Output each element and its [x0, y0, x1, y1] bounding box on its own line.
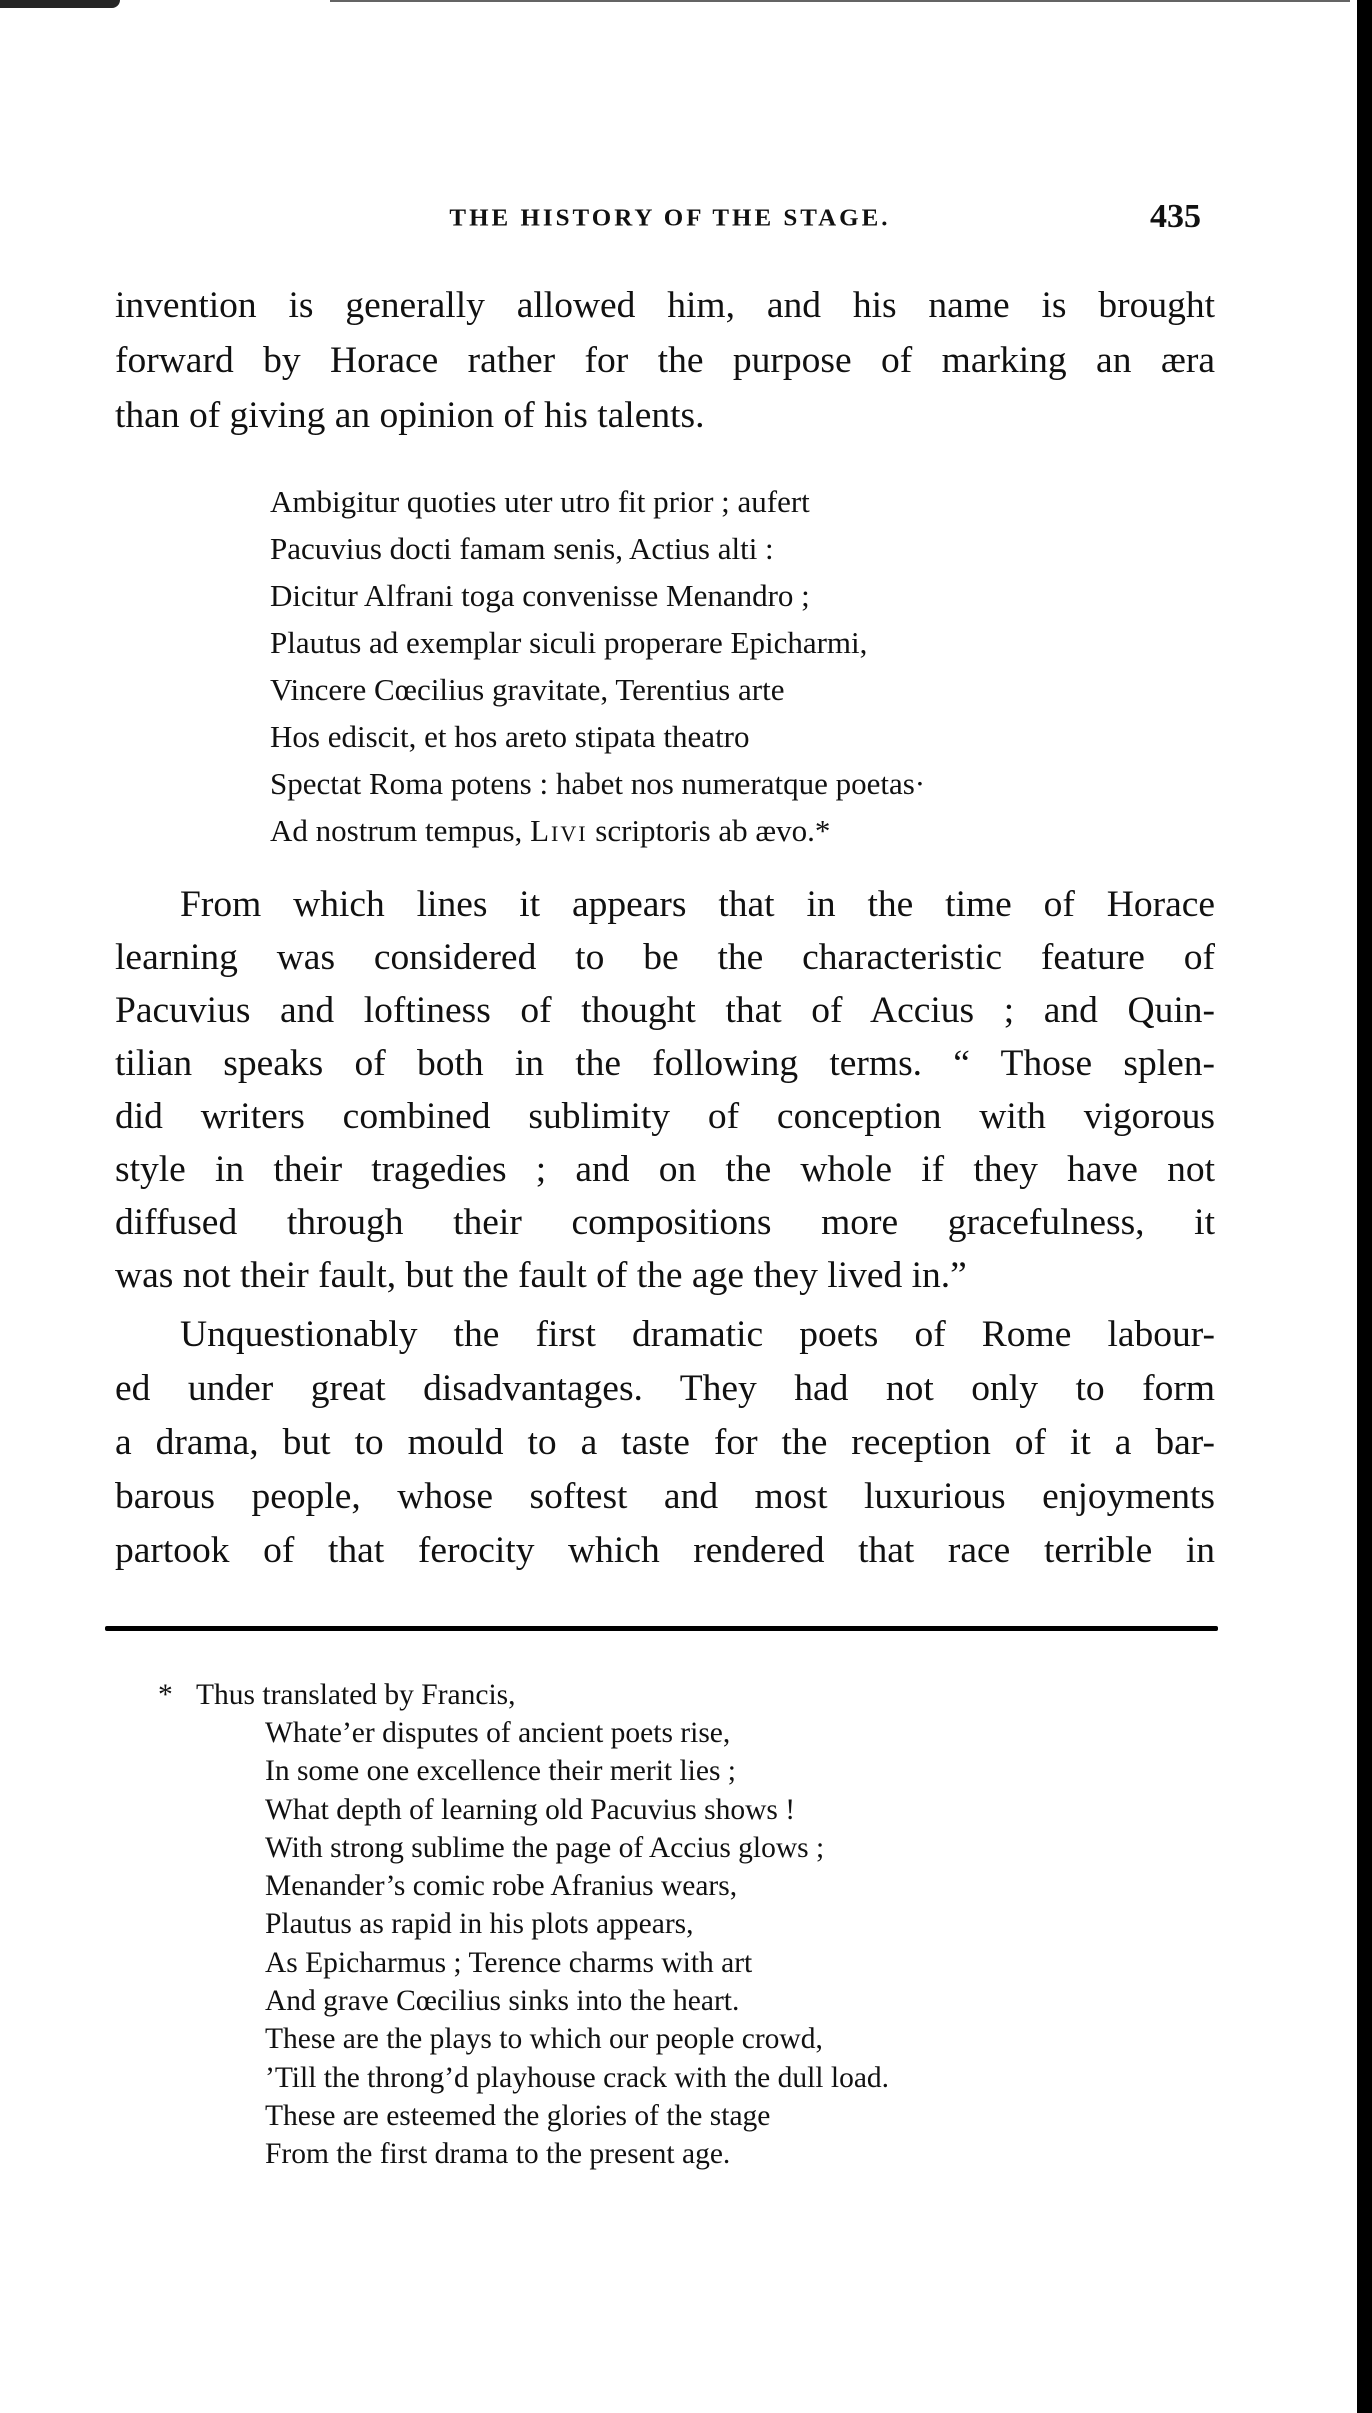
scan-top-edge — [330, 0, 1350, 2]
scan-right-edge — [1357, 0, 1372, 2413]
text-line: Pacuvius and loftiness of thought that of Accius ; and Quin- — [115, 990, 1215, 1031]
text-line: was not their fault, but the fault of the age they lived in.” — [115, 1255, 967, 1296]
text-line: ed under great disadvantages. They had not only to form — [115, 1368, 1215, 1409]
verse-line: Ambigitur quoties uter utro fit prior ; aufert — [270, 484, 810, 519]
verse-line: Spectat Roma potens : habet nos numeratque poetas· — [270, 766, 926, 801]
verse-line: As Epicharmus ; Terence charms with art — [265, 1946, 753, 1979]
verse-line: From the first drama to the present age. — [265, 2138, 731, 2171]
text-line: tilian speaks of both in the following terms. “ Those splen- — [115, 1043, 1215, 1084]
text-line: barous people, whose softest and most luxurious enjoyments — [115, 1476, 1215, 1517]
text-line: than of giving an opinion of his talents. — [115, 395, 705, 436]
verse-line: These are the plays to which our people crowd, — [265, 2023, 823, 2056]
verse-line: What depth of learning old Pacuvius shows ! — [265, 1793, 796, 1826]
verse-smallcaps-name: Livi — [530, 813, 588, 848]
text-line: From which lines it appears that in the time of Horace — [180, 884, 1215, 925]
verse-text: scriptoris ab ævo.* — [587, 813, 831, 848]
text-line: did writers combined sublimity of conception with vigorous — [115, 1096, 1215, 1137]
latin-verse-quotation — [270, 478, 925, 854]
verse-line: Whate’er disputes of ancient poets rise, — [265, 1717, 731, 1749]
verse-line: Hos ediscit, et hos areto stipata theatro — [270, 719, 750, 754]
paragraph-horace — [115, 878, 1215, 1302]
text-line: invention is generally allowed him, and his name is brought — [115, 285, 1215, 326]
verse-line: And grave Cœcilius sinks into the heart. — [265, 1985, 740, 2018]
verse-line: Dicitur Alfrani toga convenisse Menandro ; — [270, 578, 810, 613]
verse-line: Plautus ad exemplar siculi properare Epicharmi, — [270, 625, 868, 660]
text-line: partook of that ferocity which rendered that race terrible in — [115, 1530, 1215, 1571]
verse-line: Plautus as rapid in his plots appears, — [265, 1908, 694, 1941]
verse-line: Vincere Cœcilius gravitate, Terentius arte — [270, 672, 785, 707]
verse-line: In some one excellence their merit lies ; — [265, 1755, 736, 1788]
text-line: Unquestionably the first dramatic poets of Rome labour- — [180, 1314, 1215, 1355]
text-line: forward by Horace rather for the purpose of marking an æra — [115, 340, 1215, 381]
verse-line: Pacuvius docti famam senis, Actius alti : — [270, 531, 774, 566]
text-line: diffused through their compositions more gracefulness, it — [115, 1202, 1215, 1243]
footnote-intro-text: Thus translated by Francis, — [196, 1679, 516, 1711]
verse-line: Menander’s comic robe Afranius wears, — [265, 1870, 738, 1903]
running-head: THE HISTORY OF THE STAGE. — [449, 205, 891, 232]
verse-line: These are esteemed the glories of the stage — [265, 2099, 771, 2132]
text-line: style in their tragedies ; and on the whole if they have not — [115, 1149, 1215, 1190]
footnote — [158, 1676, 516, 1714]
paragraph-continuation — [115, 278, 1215, 443]
verse-line: With strong sublime the page of Accius glows ; — [265, 1831, 825, 1864]
text-line: a drama, but to mould to a taste for the reception of it a bar- — [115, 1422, 1215, 1463]
footnote-intro — [158, 1676, 516, 1714]
verse-text: Ad nostrum tempus, — [270, 813, 531, 848]
text-line: learning was considered to be the characteristic feature of — [115, 937, 1215, 978]
footnote-divider — [105, 1626, 1218, 1631]
verse-line-last — [270, 807, 925, 854]
verse-line: ’Till the throng’d playhouse crack with the dull load. — [265, 2061, 890, 2094]
page-number: 435 — [1150, 198, 1201, 235]
footnote-translation-verse — [265, 1714, 889, 2174]
paragraph-rome-poets — [115, 1308, 1215, 1578]
scan-edge-smudge — [0, 0, 120, 8]
footnote-marker: * — [158, 1679, 173, 1711]
